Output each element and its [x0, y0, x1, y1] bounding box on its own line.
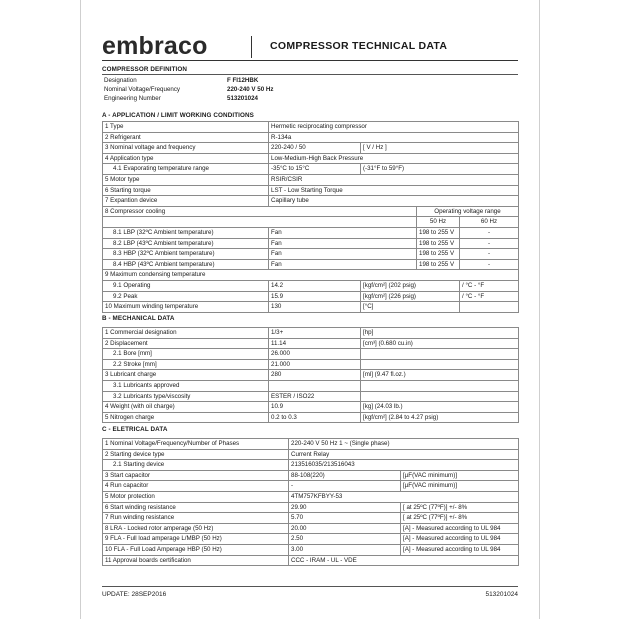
row-unit: [kgf/cm²] (2.84 to 4.27 psig)	[361, 412, 519, 423]
row-value: 1/3+	[269, 328, 361, 339]
row-label: 2 Refrigerant	[103, 132, 269, 143]
datasheet-page	[81, 8, 539, 612]
table-row	[103, 491, 519, 502]
table-row	[103, 470, 519, 481]
table-row	[103, 523, 519, 534]
row-value: 220-240 V 50 Hz 1 ~ (Single phase)	[289, 439, 519, 450]
row-value: 280	[269, 370, 361, 381]
row-value: ESTER / ISO22	[269, 391, 361, 402]
row-unit: [cm³] (0.680 cu.in)	[361, 338, 519, 349]
document-title: COMPRESSOR TECHNICAL DATA	[270, 40, 448, 52]
row-label: 7 Expantion device	[103, 196, 269, 207]
row-label: 7 Run winding resistance	[103, 513, 289, 524]
table-row	[103, 280, 519, 291]
row-unit	[361, 359, 519, 370]
table-row	[103, 412, 519, 423]
definition-label: Designation	[104, 77, 137, 84]
row-value: Hermetic reciprocating compressor	[269, 122, 519, 133]
row-label: 10 FLA - Full Load Amperage HBP (50 Hz)	[103, 544, 289, 555]
row-value: 130	[269, 302, 361, 313]
header-divider	[251, 36, 252, 58]
definition-rule	[102, 74, 518, 75]
row-value: 11.14	[269, 338, 361, 349]
table-row	[103, 460, 519, 471]
table-row	[103, 513, 519, 524]
table-row	[103, 338, 519, 349]
table-row	[103, 370, 519, 381]
voltage-50hz: 198 to 255 V	[417, 249, 460, 260]
table-row	[103, 555, 519, 566]
row-value: -35°C to 15°C	[269, 164, 361, 175]
row-value: Fan	[269, 227, 417, 238]
row-value: CCC - IRAM - UL - VDE	[289, 555, 519, 566]
row-label: 3 Start capacitor	[103, 470, 289, 481]
row-value: 21.000	[269, 359, 361, 370]
section-b-heading: B - MECHANICAL DATA	[102, 315, 175, 322]
section-c-table	[102, 438, 519, 566]
update-date: UPDATE: 28SEP2016	[102, 591, 167, 598]
definition-row	[102, 86, 518, 95]
row-label: 9.1 Operating	[103, 280, 269, 291]
row-label: 8.2 LBP (43ºC Ambient temperature)	[103, 238, 269, 249]
table-row	[103, 164, 519, 175]
embraco-logo: embraco	[102, 32, 208, 60]
row-value: 15.9	[269, 291, 361, 302]
row-label: 6 Starting torque	[103, 185, 269, 196]
definition-value: 513201024	[227, 94, 258, 102]
row-value: 20.00	[289, 523, 401, 534]
table-row	[103, 196, 519, 207]
definition-label: Nominal Voltage/Frequency	[104, 85, 181, 93]
table-row	[103, 302, 519, 313]
table-row	[103, 391, 519, 402]
row-label: 8.1 LBP (32ºC Ambient temperature)	[103, 227, 269, 238]
definition-label: Engineering Number	[104, 94, 161, 102]
row-label: 3 Nominal voltage and frequency	[103, 143, 269, 154]
row-label: 2.1 Starting device	[103, 460, 289, 471]
definition-row	[102, 77, 518, 86]
voltage-60hz: -	[460, 227, 519, 238]
blank-cell	[103, 217, 417, 228]
table-row	[103, 122, 519, 133]
row-unit: [A] - Measured according to UL 984	[401, 534, 519, 545]
section-c-heading: C - ELETRICAL DATA	[102, 426, 168, 433]
row-unit: [µF(VAC minimum)]	[401, 470, 519, 481]
row-unit: [hp]	[361, 328, 519, 339]
row-value: 0.2 to 0.3	[269, 412, 361, 423]
row-unit: [µF(VAC minimum)]	[401, 481, 519, 492]
definition-heading: COMPRESSOR DEFINITION	[102, 66, 188, 73]
row-label: 8 Compressor cooling	[103, 206, 417, 217]
row-value: Current Relay	[289, 449, 519, 460]
table-row	[103, 143, 519, 154]
row-label: 5 Motor type	[103, 174, 269, 185]
row-label: 1 Commercial designation	[103, 328, 269, 339]
definition-value: 220-240 V 50 Hz	[227, 85, 274, 93]
table-row	[103, 328, 519, 339]
table-row	[103, 402, 519, 413]
row-value: Fan	[269, 238, 417, 249]
row-label: 8 LRA - Locked rotor amperage (50 Hz)	[103, 523, 289, 534]
table-row	[103, 238, 519, 249]
definition-row	[102, 95, 518, 104]
row-value: LST - Low Starting Torque	[269, 185, 519, 196]
table-row	[103, 502, 519, 513]
voltage-50hz: 198 to 255 V	[417, 259, 460, 270]
header	[102, 30, 518, 62]
row-label: 2.2 Stroke [mm]	[103, 359, 269, 370]
table-row	[103, 185, 519, 196]
row-label: 3.1 Lubricants approved	[103, 380, 269, 391]
table-row	[103, 153, 519, 164]
row-value: -	[289, 481, 401, 492]
page-right-edge	[539, 0, 540, 619]
table-row	[103, 359, 519, 370]
row-value: RSIR/CSIR	[269, 174, 519, 185]
row-label: 5 Nitrogen charge	[103, 412, 269, 423]
row-value: 213516035/213516043	[289, 460, 519, 471]
definition-table	[102, 77, 518, 103]
row-value: 29.90	[289, 502, 401, 513]
row-value: R-134a	[269, 132, 519, 143]
row-value: Low-Medium-High Back Pressure	[269, 153, 519, 164]
row-unit: [kgf/cm²] (226 psig)	[361, 291, 460, 302]
voltage-60hz: -	[460, 249, 519, 260]
footer-engineering-number: 513201024	[485, 591, 518, 598]
row-value: 26.000	[269, 349, 361, 360]
row-label: 4 Run capacitor	[103, 481, 289, 492]
operating-voltage-header: Operating voltage range	[417, 206, 519, 217]
voltage-50hz: 198 to 255 V	[417, 238, 460, 249]
row-label: 4 Weight (with oil charge)	[103, 402, 269, 413]
row-value: 14.2	[269, 280, 361, 291]
header-rule	[102, 60, 518, 61]
row-unit: [ml] (9.47 fl.oz.)	[361, 370, 519, 381]
row-unit: [ V / Hz ]	[361, 143, 519, 154]
freq-50-header: 50 Hz	[417, 217, 460, 228]
row-label: 2 Starting device type	[103, 449, 289, 460]
row-label: 9 Maximum condensing temperature	[103, 270, 519, 281]
table-row	[103, 439, 519, 450]
row-label: 4 Application type	[103, 153, 269, 164]
definition-value: F FI12HBK	[227, 77, 259, 84]
table-row	[103, 259, 519, 270]
row-label: 10 Maximum winding temperature	[103, 302, 269, 313]
row-unit: [kg] (24.03 lb.)	[361, 402, 519, 413]
row-value: 220-240 / 50	[269, 143, 361, 154]
freq-60-header: 60 Hz	[460, 217, 519, 228]
section-b-table	[102, 327, 519, 423]
table-row	[103, 481, 519, 492]
row-label: 9 FLA - Full load amperage L/MBP (50 Hz)	[103, 534, 289, 545]
row-value: 4TM757KFBYY-53	[289, 491, 519, 502]
table-row	[103, 449, 519, 460]
voltage-60hz: -	[460, 238, 519, 249]
row-unit	[361, 391, 519, 402]
table-row	[103, 227, 519, 238]
row-value: 88-108(220)	[289, 470, 401, 481]
footer	[102, 591, 518, 598]
footer-rule	[102, 586, 518, 587]
row-label: 3 Lubricant charge	[103, 370, 269, 381]
row-label: 2.1 Bore [mm]	[103, 349, 269, 360]
row-unit: [ at 25ºC (77ºF)] +/- 8%	[401, 513, 519, 524]
section-a-table	[102, 121, 519, 313]
row-value: Capillary tube	[269, 196, 519, 207]
row-value	[269, 380, 361, 391]
row-label: 11 Approval boards certification	[103, 555, 289, 566]
table-row	[103, 349, 519, 360]
table-row	[103, 206, 519, 217]
row-value: 2.50	[289, 534, 401, 545]
row-unit: [ at 25ºC (77ºF)] +/- 8%	[401, 502, 519, 513]
table-row	[103, 249, 519, 260]
row-unit	[361, 380, 519, 391]
table-row	[103, 380, 519, 391]
table-row	[103, 544, 519, 555]
section-a-heading: A - APPLICATION / LIMIT WORKING CONDITIONS	[102, 112, 254, 119]
row-value: 10.9	[269, 402, 361, 413]
row-label: 8.4 HBP (43ºC Ambient temperature)	[103, 259, 269, 270]
row-label: 1 Nominal Voltage/Frequency/Number of Phases	[103, 439, 289, 450]
table-row	[103, 291, 519, 302]
row-value: 3.00	[289, 544, 401, 555]
table-row	[103, 132, 519, 143]
row-unit-alt: / °C - °F	[460, 280, 519, 291]
row-label: 6 Start winding resistance	[103, 502, 289, 513]
row-label: 2 Displacement	[103, 338, 269, 349]
table-row	[103, 270, 519, 281]
row-label: 8.3 HBP (32ºC Ambient temperature)	[103, 249, 269, 260]
row-label: 9.2 Peak	[103, 291, 269, 302]
row-value: 5.70	[289, 513, 401, 524]
row-value: Fan	[269, 259, 417, 270]
row-unit: [kgf/cm²] (202 psig)	[361, 280, 460, 291]
row-unit: [°C]	[361, 302, 460, 313]
row-unit	[361, 349, 519, 360]
row-label: 4.1 Evaporating temperature range	[103, 164, 269, 175]
row-label: 1 Type	[103, 122, 269, 133]
table-row	[103, 174, 519, 185]
voltage-60hz: -	[460, 259, 519, 270]
table-row	[103, 534, 519, 545]
row-label: 5 Motor protection	[103, 491, 289, 502]
row-value: Fan	[269, 249, 417, 260]
table-row	[103, 217, 519, 228]
row-label: 3.2 Lubricants type/viscosity	[103, 391, 269, 402]
row-unit: [A] - Measured according to UL 984	[401, 523, 519, 534]
row-unit: (-31°F to 59°F)	[361, 164, 519, 175]
row-unit-alt: / °C - °F	[460, 291, 519, 302]
row-unit-alt	[460, 302, 519, 313]
voltage-50hz: 198 to 255 V	[417, 227, 460, 238]
row-unit: [A] - Measured according to UL 984	[401, 544, 519, 555]
